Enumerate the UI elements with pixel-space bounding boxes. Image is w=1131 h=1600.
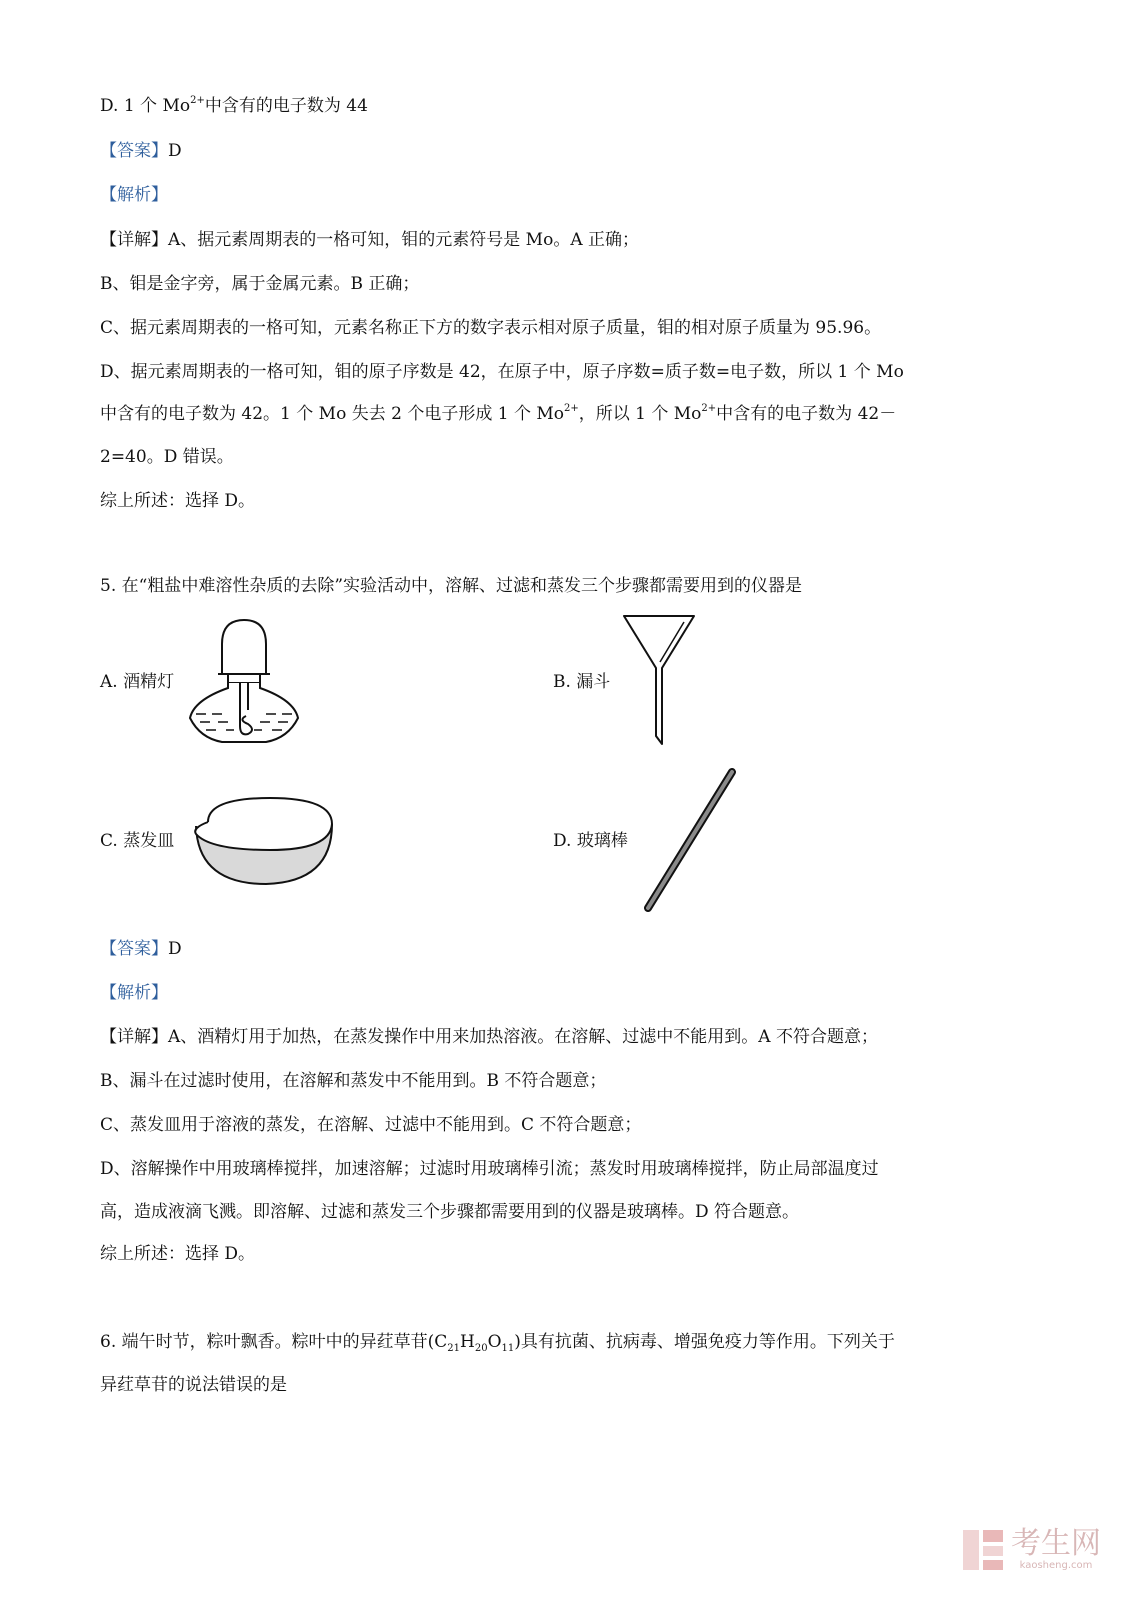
q4-option-d: D. 1 个 $Mo^{2+}$中含有的电子数为 44: [100, 95, 368, 116]
evaporating-dish-icon: [190, 794, 336, 886]
q4-detail-c: C、据元素周期表的一格可知，元素名称正下方的数字表示相对原子质量，钼的相对原子质量为 95.96。: [100, 318, 882, 338]
funnel-icon: [622, 614, 696, 746]
q5-detail-a: 【详解】A、酒精灯用于加热，在蒸发操作中用来加热溶液。在溶解、过滤中不能用到。A 不符合题意；: [100, 1027, 878, 1047]
q5-detail-c: C、蒸发皿用于溶液的蒸发，在溶解、过滤中不能用到。C 不符合题意；: [100, 1115, 642, 1135]
q5-detail-d1: D、溶解操作中用玻璃棒搅拌，加速溶解；过滤时用玻璃棒引流；蒸发时用玻璃棒搅拌，防止局部温度过: [100, 1159, 879, 1179]
q5-detail-b: B、漏斗在过滤时使用，在溶解和蒸发中不能用到。B 不符合题意；: [100, 1071, 607, 1091]
q5-option-c: C. 蒸发皿: [100, 831, 175, 851]
q5-analysis-label: 【解析】: [100, 983, 168, 1003]
q4-detail-d2: 中含有的电子数为 42。1 个 Mo 失去 2 个电子形成 1 个 $Mo^{2+}$，所以 1 个 $Mo^{2+}$中含有的电子数为 42－: [100, 403, 897, 424]
kaosheng-logo-icon: [961, 1528, 1005, 1572]
q4-analysis-label: 【解析】: [100, 185, 168, 205]
q5-stem: 5. 在“粗盐中难溶性杂质的去除”实验活动中，溶解、过滤和蒸发三个步骤都需要用到的仪器是: [100, 576, 803, 596]
q4-detail-b: B、钼是金字旁，属于金属元素。B 正确；: [100, 274, 420, 294]
alcohol-lamp-icon: [182, 614, 306, 748]
watermark: [961, 1528, 1101, 1572]
q4-answer: 【答案】D: [100, 141, 182, 161]
q5-option-a: A. 酒精灯: [100, 672, 175, 692]
q4-detail-d3: 2=40。D 错误。: [100, 447, 234, 467]
watermark-text: 考生网: [1011, 1526, 1101, 1561]
q6-stem-line1: 6. 端午时节，粽叶飘香。粽叶中的异荭草苷$(C_{21}H_{20}O_{11})$具有抗菌、抗病毒、增强免疫力等作用。下列关于: [100, 1332, 895, 1354]
q5-summary: 综上所述：选择 D。: [100, 1244, 256, 1264]
q5-detail-d2: 高，造成液滴飞溅。即溶解、过滤和蒸发三个步骤都需要用到的仪器是玻璃棒。D 符合题意。: [100, 1202, 800, 1222]
q6-stem-line2: 异荭草苷的说法错误的是: [100, 1375, 287, 1395]
q5-answer: 【答案】D: [100, 939, 182, 959]
q4-detail-a: 【详解】A、据元素周期表的一格可知，钼的元素符号是 Mo。A 正确；: [100, 230, 640, 250]
q5-option-b: B. 漏斗: [553, 672, 611, 692]
q4-summary: 综上所述：选择 D。: [100, 491, 256, 511]
glass-rod-icon: [638, 766, 738, 916]
watermark-url: kaosheng.com: [1019, 1560, 1093, 1571]
q4-detail-d1: D、据元素周期表的一格可知，钼的原子序数是 42，在原子中，原子序数=质子数=电子数，所以 1 个 Mo: [100, 362, 904, 382]
q5-option-d: D. 玻璃棒: [553, 831, 628, 851]
